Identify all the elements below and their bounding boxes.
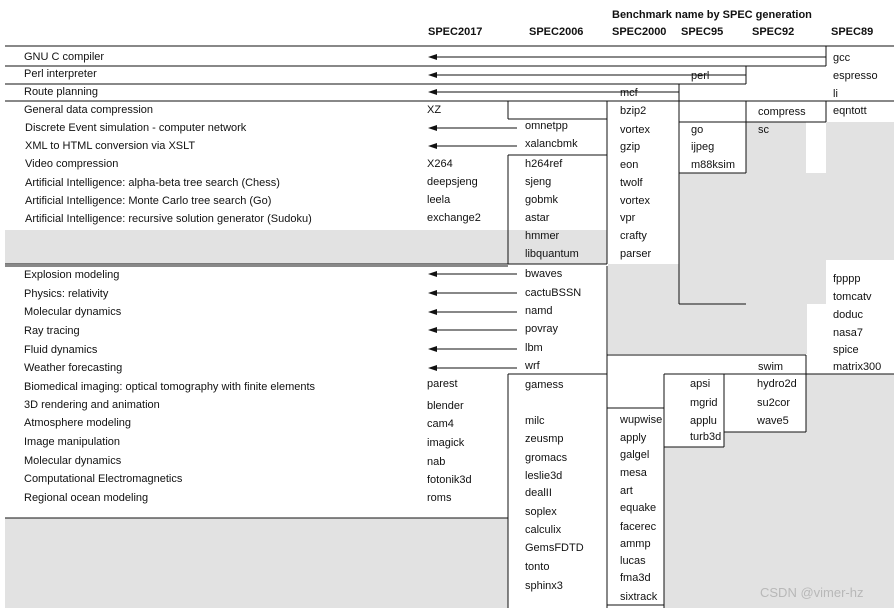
category-label: Fluid dynamics [24, 344, 98, 356]
spec2017-item-2: deepsjeng [427, 176, 478, 188]
spec2017-item-5: parest [427, 378, 458, 390]
col-spec92: SPEC92 [752, 26, 795, 38]
spec2006-item-11: povray [525, 323, 559, 335]
category-label: Molecular dynamics [24, 306, 122, 318]
spec2006-item-5: astar [525, 212, 550, 224]
col-spec2000: SPEC2000 [612, 26, 667, 38]
spec2000-item-5: twolf [620, 177, 643, 189]
category-label: Artificial Intelligence: alpha-beta tree search (Chess) [25, 177, 280, 189]
col-spec95: SPEC95 [681, 26, 724, 38]
category-label: Artificial Intelligence: Monte Carlo tree search (Go) [25, 195, 272, 207]
spec2006-item-1: xalancbmk [525, 138, 578, 150]
spec2006-item-19: dealII [525, 487, 552, 499]
spec2017-item-0: XZ [427, 104, 442, 116]
category-label: XML to HTML conversion via XSLT [25, 140, 196, 152]
category-label: Perl interpreter [24, 68, 97, 80]
spec2000-item-12: galgel [620, 449, 650, 461]
spec2006-item-10: namd [525, 305, 553, 317]
category-label: Weather forecasting [24, 362, 123, 374]
spec2000-item-17: ammp [620, 538, 651, 550]
spec95-item-5: mgrid [690, 397, 718, 409]
spec89-item-3: eqntott [833, 105, 867, 117]
spec2017-item-7: cam4 [427, 418, 454, 430]
spec89-item-8: spice [833, 344, 859, 356]
spec2017-item-4: exchange2 [427, 212, 481, 224]
shade-bottom-band [5, 518, 508, 608]
spec92-item-1: sc [758, 124, 769, 136]
spec2000-item-11: apply [620, 432, 647, 444]
category-label: General data compression [24, 104, 154, 116]
spec2006-item-6: hmmer [525, 230, 560, 242]
category-label: Video compression [25, 158, 119, 170]
spec2000-item-14: art [620, 485, 633, 497]
spec2006-item-0: omnetpp [525, 120, 568, 132]
category-label: Physics: relativity [24, 288, 109, 300]
shade-ai-band [5, 230, 607, 264]
category-label: Atmosphere modeling [24, 417, 132, 429]
shade-right-fp5 [746, 122, 806, 173]
category-label: Computational Electromagnetics [24, 473, 183, 485]
spec2000-item-20: sixtrack [620, 591, 658, 603]
spec2000-item-16: facerec [620, 521, 657, 533]
spec2000-item-13: mesa [620, 467, 647, 479]
spec2017-item-11: roms [427, 492, 452, 504]
spec2006-item-12: lbm [525, 342, 543, 354]
shade-right-fp3 [724, 432, 806, 608]
category-label: Ray tracing [24, 325, 80, 337]
spec2000-item-18: lucas [620, 555, 646, 567]
shade-right-fp1 [608, 264, 807, 354]
spec2000-item-6: vortex [620, 195, 650, 207]
spec2017-item-9: nab [427, 456, 446, 468]
spec2006-item-4: gobmk [525, 194, 559, 206]
spec95-item-2: ijpeg [691, 141, 715, 153]
spec92-item-2: swim [758, 361, 784, 373]
spec2000-item-19: fma3d [620, 572, 651, 584]
spec92-item-3: hydro2d [757, 378, 797, 390]
spec2006-item-20: soplex [525, 506, 557, 518]
spec95-item-1: go [691, 124, 704, 136]
spec95-item-7: turb3d [690, 431, 722, 443]
spec2006-item-15: milc [525, 415, 545, 427]
spec95-item-6: applu [690, 415, 717, 427]
spec2000-item-0: mcf [620, 87, 638, 99]
spec2006-item-22: GemsFDTD [525, 542, 584, 554]
spec2017-item-1: X264 [427, 158, 453, 170]
spec2000-item-15: equake [620, 502, 657, 514]
spec89-item-6: doduc [833, 309, 863, 321]
spec95-item-4: apsi [690, 378, 711, 390]
spec2006-item-17: gromacs [525, 452, 568, 464]
category-label: 3D rendering and animation [24, 399, 160, 411]
spec2000-item-10: wupwise [620, 414, 663, 426]
super-title: Benchmark name by SPEC generation [612, 9, 812, 21]
spec89-item-1: espresso [833, 70, 878, 82]
category-label: GNU C compiler [24, 51, 105, 63]
category-label: Regional ocean modeling [24, 492, 149, 504]
spec2006-item-9: cactuBSSN [525, 287, 582, 299]
spec2000-item-2: vortex [620, 124, 650, 136]
spec2006-item-23: tonto [525, 561, 550, 573]
spec2006-item-21: calculix [525, 524, 562, 536]
spec89-item-5: tomcatv [833, 291, 872, 303]
shade-right-fp2 [806, 374, 894, 608]
shade-right-fp6 [826, 122, 894, 260]
spec2006-item-18: leslie3d [525, 470, 563, 482]
spec2000-item-8: crafty [620, 230, 647, 242]
spec92-item-4: su2cor [757, 397, 791, 409]
category-label: Artificial Intelligence: recursive solution generator (Sudoku) [25, 213, 312, 225]
spec2017-item-8: imagick [427, 437, 465, 449]
spec2006-item-3: sjeng [525, 176, 552, 188]
spec2000-item-4: eon [620, 159, 639, 171]
spec2017-item-6: blender [427, 400, 464, 412]
spec92-item-5: wave5 [757, 415, 789, 427]
spec92-item-0: compress [758, 106, 806, 118]
spec2006-item-8: bwaves [525, 268, 563, 280]
spec2017-item-10: fotonik3d [427, 474, 472, 486]
spec2006-item-2: h264ref [525, 158, 563, 170]
spec89-item-2: li [833, 88, 838, 100]
spec2006-item-24: sphinx3 [525, 580, 563, 592]
watermark: CSDN @vimer-hz [760, 585, 864, 600]
category-label: Image manipulation [24, 436, 121, 448]
spec89-item-0: gcc [833, 52, 851, 64]
spec2000-item-3: gzip [620, 141, 641, 153]
spec89-item-4: fpppp [833, 273, 861, 285]
spec2006-item-7: libquantum [525, 248, 579, 260]
col-spec2006: SPEC2006 [529, 26, 584, 38]
category-label: Discrete Event simulation - computer network [25, 122, 247, 134]
spec2006-item-16: zeusmp [525, 433, 564, 445]
spec89-item-7: nasa7 [833, 327, 863, 339]
shade-right-fp4 [664, 447, 724, 608]
spec95-item-0: perl [691, 70, 710, 82]
category-label: Explosion modeling [24, 269, 120, 281]
category-label: Route planning [24, 86, 99, 98]
spec2000-item-7: vpr [620, 212, 636, 224]
spec2017-item-3: leela [427, 194, 451, 206]
category-label: Biomedical imaging: optical tomography with finite elements [24, 381, 316, 393]
spec95-item-3: m88ksim [691, 159, 736, 171]
col-spec2017: SPEC2017 [428, 26, 483, 38]
spec2006-item-13: wrf [525, 360, 540, 372]
col-spec89: SPEC89 [831, 26, 874, 38]
category-label: Molecular dynamics [24, 455, 122, 467]
spec2000-item-1: bzip2 [620, 105, 647, 117]
spec2006-item-14: gamess [525, 379, 564, 391]
spec2000-item-9: parser [620, 248, 652, 260]
spec89-item-9: matrix300 [833, 361, 882, 373]
